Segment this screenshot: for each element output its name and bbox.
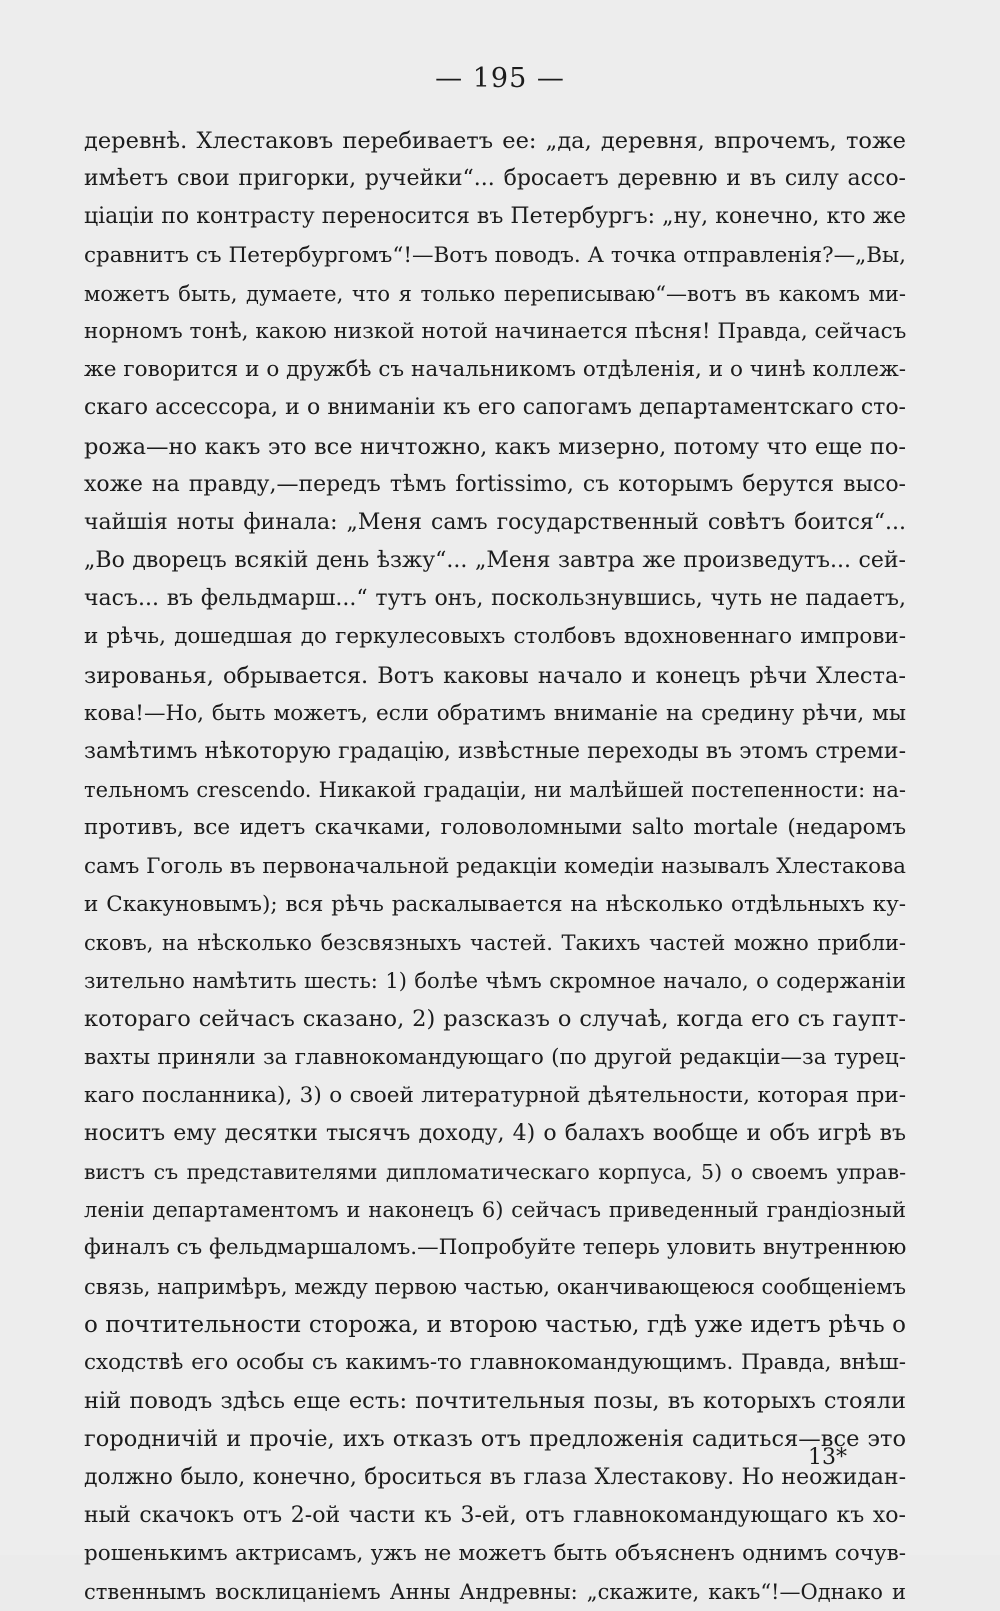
text-line: котораго сейчасъ сказано, 2) разсказъ о случаѣ, когда его съ гаупт-	[84, 1006, 906, 1033]
text-line: рожа—но какъ это все ничтожно, какъ мизерно, потому что еще по-	[84, 433, 906, 460]
text-line: чайшія ноты финала: „Меня самъ государственный совѣтъ боится“...	[84, 509, 906, 535]
text-line: связь, напримѣръ, между первою частью, оканчивающеюся сообщеніемъ	[84, 1274, 906, 1299]
text-line: кова!—Но, быть можетъ, если обратимъ вниманіе на средину рѣчи, мы	[84, 700, 906, 726]
text-line: скаго ассессора, и о вниманіи къ его сапогамъ департаментскаго сто-	[84, 395, 906, 421]
text-line: и рѣчь, дошедшая до геркулесовыхъ столбовъ вдохновеннаго импрови-	[84, 624, 906, 650]
text-line: зительно намѣтить шесть: 1) болѣе чѣмъ скромное начало, о содержаніи	[84, 969, 906, 994]
text-line: сравнитъ съ Петербургомъ“!—Вотъ поводъ. А точка отправленія?—„Вы,	[84, 242, 906, 268]
printer-signature-mark: 13*	[808, 1445, 847, 1470]
text-line: зированья, обрывается. Вотъ каковы начало и конецъ рѣчи Хлеста-	[84, 662, 906, 689]
text-line: должно было, конечно, броситься въ глаза Хлестакову. Но неожидан-	[84, 1464, 906, 1490]
text-line: „Во дворецъ всякій день ѣзжу“... „Меня завтра же произведутъ... сей-	[84, 548, 906, 574]
text-line: замѣтимъ нѣкоторую градацію, извѣстные переходы въ этомъ стреми-	[84, 739, 906, 764]
text-line: ный скачокъ отъ 2-ой части къ 3-ей, отъ главнокомандующаго къ хо-	[84, 1502, 906, 1528]
text-line: хоже на правду,—передъ тѣмъ fortissimo, съ которымъ берутся высо-	[84, 471, 906, 497]
text-line: каго посланника), 3) о своей литературной дѣятельности, которая при-	[84, 1082, 906, 1108]
text-line: ственнымъ восклицаніемъ Анны Андревны: „скажите, какъ“!—Однако и	[84, 1580, 906, 1605]
body-text	[84, 122, 906, 1611]
text-line: же говорится и о дружбѣ съ начальникомъ отдѣленія, и о чинѣ коллеж-	[84, 357, 906, 383]
text-line: можетъ быть, думаете, что я только переписываю“—вотъ въ какомъ ми-	[84, 281, 906, 306]
text-line: ній поводъ здѣсь еще есть: почтительныя позы, въ которыхъ стояли	[84, 1388, 906, 1415]
text-line: вахты приняли за главнокомандующаго (по другой редакціи—за турец-	[84, 1044, 906, 1070]
text-line: часъ... въ фельдмарш...“ тутъ онъ, поскользнувшись, чуть не падаетъ,	[84, 586, 906, 612]
text-line: и Скакуновымъ); вся рѣчь раскалывается на нѣсколько отдѣльныхъ ку-	[84, 891, 906, 917]
text-line: сковъ, на нѣсколько безсвязныхъ частей. Такихъ частей можно прибли-	[84, 930, 906, 955]
text-line: самъ Гоголь въ первоначальной редакціи комедіи называлъ Хлестакова	[84, 853, 906, 879]
text-line: тельномъ crescendo. Никакой градаціи, ни малѣйшей постепенности: на-	[84, 778, 906, 803]
text-line: финалъ съ фельдмаршаломъ.—Попробуйте теперь уловить внутреннюю	[84, 1235, 907, 1261]
text-line: вистъ съ представителями дипломатическаго корпуса, 5) о своемъ управ-	[84, 1160, 906, 1185]
text-line: городничій и прочіе, ихъ отказъ отъ предложенія садиться—все это	[84, 1426, 906, 1453]
text-line: норномъ тонѣ, какою низкой нотой начинается пѣсня! Правда, сейчасъ	[84, 318, 907, 344]
text-line: сходствѣ его особы съ какимъ-то главнокомандующимъ. Правда, внѣш-	[84, 1350, 906, 1375]
text-line: о почтительности сторожа, и второю частью, гдѣ уже идетъ рѣчь о	[84, 1311, 906, 1338]
text-line: рошенькимъ актрисамъ, ужъ не можетъ быть объясненъ однимъ сочув-	[84, 1540, 906, 1566]
text-line: деревнѣ. Хлестаковъ перебиваетъ ее: „да, деревня, впрочемъ, тоже	[84, 128, 906, 154]
text-line: ціаціи по контрасту переносится въ Петербургъ: „ну, конечно, кто же	[84, 204, 906, 230]
text-line: леніи департаментомъ и наконецъ 6) сейчасъ приведенный грандіозный	[84, 1198, 906, 1223]
text-line: противъ, все идетъ скачками, головоломными salto mortale (недаромъ	[84, 815, 906, 841]
text-line: носитъ ему десятки тысячъ доходу, 4) о балахъ вообще и объ игрѣ въ	[84, 1120, 906, 1146]
text-line: имѣетъ свои пригорки, ручейки“... бросаетъ деревню и въ силу ассо-	[84, 166, 906, 192]
page-number: — 195 —	[435, 63, 565, 94]
